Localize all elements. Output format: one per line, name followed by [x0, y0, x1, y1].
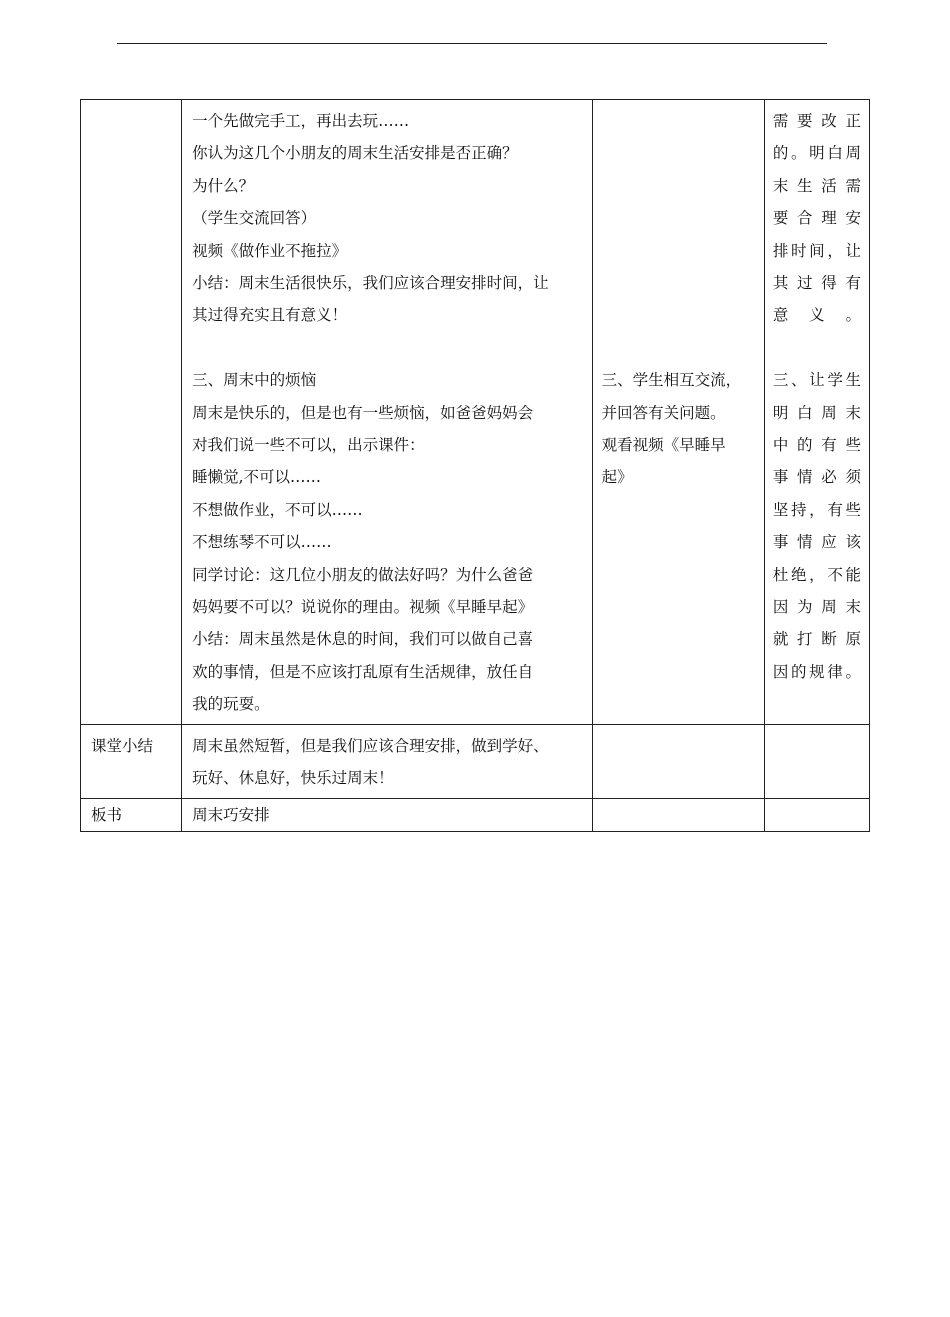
blank-line [192, 332, 582, 364]
blank-line [602, 267, 756, 299]
board-intent-cell [764, 798, 869, 831]
content-line: 对我们说一些不可以，出示课件： [192, 436, 425, 455]
content-line: 同学讨论：这几位小朋友的做法好吗？为什么爸爸 [192, 565, 534, 584]
blank-line [602, 235, 756, 267]
blank-line [602, 299, 756, 331]
intent-line: 明白周末 [772, 403, 861, 422]
content-line: 周末是快乐的，但是也有一些烦恼，如爸爸妈妈会 [192, 403, 534, 422]
content-line: 不想做作业，不可以…… [192, 500, 363, 519]
content-line: 欢的事情，但是不应该打乱原有生活规律，放任自 [192, 662, 534, 681]
student-activity-line: 起》 [601, 468, 633, 487]
summary-activity-cell [592, 724, 764, 798]
summary-content-cell [182, 724, 593, 798]
student-activity-line: 观看视频《早睡早 [601, 435, 726, 454]
design-intent-cell [764, 100, 869, 725]
content-line: 你认为这几个小朋友的周末生活安排是否正确？ [192, 144, 518, 163]
blank-line [602, 332, 756, 364]
intent-line: 三、让学生 [772, 371, 861, 390]
board-label: 板书 [91, 805, 123, 824]
content-line: 为什么？ [192, 176, 255, 195]
blank-line [602, 137, 756, 169]
content-line: 小结：周末虽然是休息的时间，我们可以做自己喜 [192, 630, 534, 649]
board-activity-cell [592, 798, 764, 831]
summary-label-cell [81, 724, 182, 798]
student-activity-line: 三、学生相互交流， [601, 371, 742, 390]
intent-line: 排时间，让 [772, 241, 861, 260]
header-rule [117, 43, 827, 44]
blank-line [602, 170, 756, 202]
content-line: 小结：周末生活很快乐，我们应该合理安排时间，让 [192, 274, 549, 293]
intent-line: 坚持，有些 [772, 500, 861, 519]
intent-line: 要合理安 [772, 209, 861, 228]
intent-line: 因为周末 [772, 598, 861, 617]
summary-line: 周末虽然短暂，但是我们应该合理安排，做到学好、 [192, 736, 549, 755]
lesson-plan-table [80, 99, 870, 832]
summary-line: 玩好、休息好，快乐过周末！ [192, 769, 394, 788]
content-line: （学生交流回答） [192, 209, 317, 228]
stage-label-cell [81, 100, 182, 725]
blank-line [602, 202, 756, 234]
table-row-summary [81, 724, 870, 798]
content-line: 不想练琴不可以…… [192, 533, 332, 552]
intent-line: 意义。 [772, 306, 861, 325]
content-line: 我的玩耍。 [192, 695, 270, 714]
intent-line: 就打断原 [772, 630, 861, 649]
content-line: 视频《做作业不拖拉》 [192, 241, 348, 260]
table-row-board [81, 798, 870, 831]
intent-line: 事情必须 [772, 468, 861, 487]
student-activity-line: 并回答有关问题。 [601, 403, 726, 422]
teaching-content-cell [182, 100, 593, 725]
content-line: 三、周末中的烦恼 [192, 371, 317, 390]
board-text: 周末巧安排 [192, 805, 270, 824]
intent-line: 中的有些 [772, 436, 861, 455]
intent-line: 杜绝，不能 [772, 565, 861, 584]
intent-line: 需要改正 [772, 112, 861, 130]
board-label-cell [81, 798, 182, 831]
summary-label: 课堂小结 [91, 736, 154, 755]
board-content-cell [182, 798, 593, 831]
intent-line: 事情应该 [772, 533, 861, 552]
student-activity-cell [592, 100, 764, 725]
blank-line [773, 332, 861, 364]
intent-line: 因的规律。 [772, 662, 861, 681]
content-line: 睡懒觉,不可以…… [192, 468, 322, 487]
table-row-main [81, 100, 870, 725]
blank-line [602, 105, 756, 137]
intent-line: 的。明白周 [772, 144, 861, 163]
content-line: 一个先做完手工，再出去玩…… [192, 112, 410, 130]
content-line: 妈妈要不可以？说说你的理由。视频《早睡早起》 [192, 598, 534, 617]
intent-line: 其过得有 [772, 274, 861, 293]
summary-intent-cell [764, 724, 869, 798]
intent-line: 末生活需 [772, 176, 861, 195]
content-line: 其过得充实且有意义！ [192, 306, 348, 325]
